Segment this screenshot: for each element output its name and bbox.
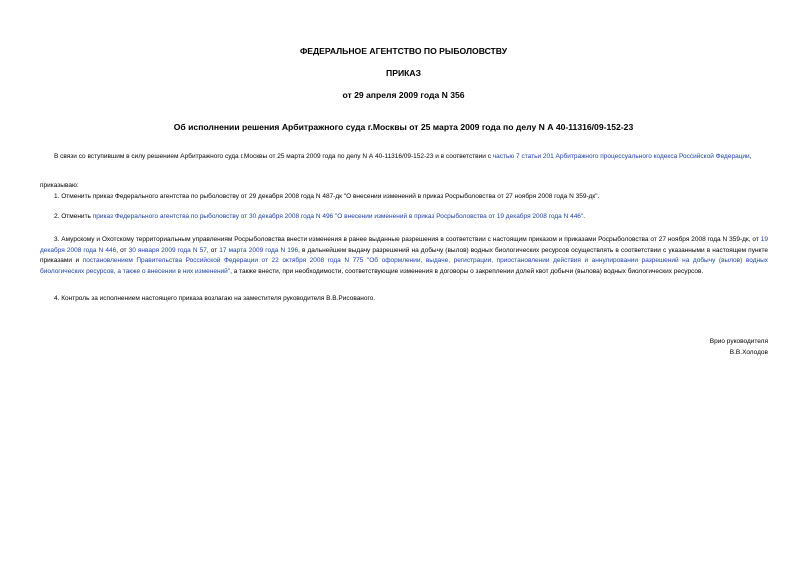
link-order-496[interactable]: приказ Федерального агентства по рыболовству от 30 декабря 2008 года N 496 "О внесении изменений в приказ Росрыболовства от 19 декабря 2008 года N 446" (92, 213, 584, 220)
item-2-text-end: . (583, 213, 586, 220)
link-resolution-775[interactable]: постановлением Правительства Российской Федерации от 22 октября 2008 года N 775 "Об оформлении, выдаче, регистрации, приостановлении действия и аннулировании разрешений на добычу (вылов) водных биологических ресурсов, а также о внесении в них изменений" (40, 257, 768, 275)
item-1 (40, 192, 768, 203)
agency-name: ФЕДЕРАЛЬНОЕ АГЕНТСТВО ПО РЫБОЛОВСТВУ (299, 46, 508, 56)
item-3-text: 3. Амурскому и Охотскому территориальным управлениям Росрыболовства внести изменения в ранее выданные разрешения в соответствии с настоящим приказом и приказами Росрыболовства от 27 ноября 2008 года N 359-дк, от (54, 236, 761, 243)
document-date-number: от 29 апреля 2009 года N 356 (342, 90, 465, 100)
signature-block (710, 336, 768, 358)
preamble-text-end: , (749, 153, 752, 160)
item-2-text: 2. Отменить (54, 213, 93, 220)
link-order-446[interactable]: 19 декабря 2008 года N 446 (40, 236, 768, 254)
signature-position: Врио руководителя (709, 338, 768, 345)
preamble-paragraph (40, 152, 768, 163)
item-3-sep-1: , от (116, 246, 129, 254)
link-order-57[interactable]: 30 января 2009 года N 57 (128, 246, 207, 254)
item-2 (40, 212, 768, 223)
preamble-text: В связи со вступившим в силу решением Арбитражного суда г.Москвы от 25 марта 2009 года по делу N А 40-11316/09-152-23 и в соответствии с (54, 153, 493, 160)
item-1-text: 1. Отменить приказ Федерального агентства по рыболовству от 29 декабря 2008 года N 487-дк "О внесении изменений в приказ Росрыболовства от 27 ноября 2008 года N 359-дк". (54, 193, 600, 200)
document-subject: Об исполнении решения Арбитражного суда г.Москвы от 25 марта 2009 года по делу N А 40-11316/09-152-23 (173, 122, 634, 132)
signature-name: В.В.Холодов (729, 349, 768, 356)
item-4 (40, 294, 768, 305)
item-3-sep-2: , от (206, 246, 220, 254)
item-3-text-end: , а также внести, при необходимости, соответствующие изменения в договоры о закреплении долей квот добычи (вылова) водных биологических ресурсов. (230, 267, 704, 275)
link-order-196[interactable]: 17 марта 2009 года N 196 (219, 246, 299, 254)
item-3-text-mid: , в дальнейшем выдачу разрешений на добычу (вылов) водных биологических ресурсов осуществлять в соответствии с указанными в настоящем пункте приказами и (40, 246, 768, 265)
link-apk-article-201[interactable]: частью 7 статьи 201 Арбитражного процессуального кодекса Российской Федерации (492, 153, 750, 160)
document-type: ПРИКАЗ (386, 68, 421, 78)
item-4-text: 4. Контроль за исполнением настоящего приказа возлагаю на заместителя руководителя В.В.Рисованого. (54, 295, 376, 302)
preamble (40, 152, 768, 163)
item-2-paragraph (40, 212, 768, 223)
order-word (40, 181, 768, 192)
item-3 (40, 235, 768, 277)
item-3-paragraph (40, 235, 768, 277)
order-word-text: приказываю: (40, 182, 79, 189)
